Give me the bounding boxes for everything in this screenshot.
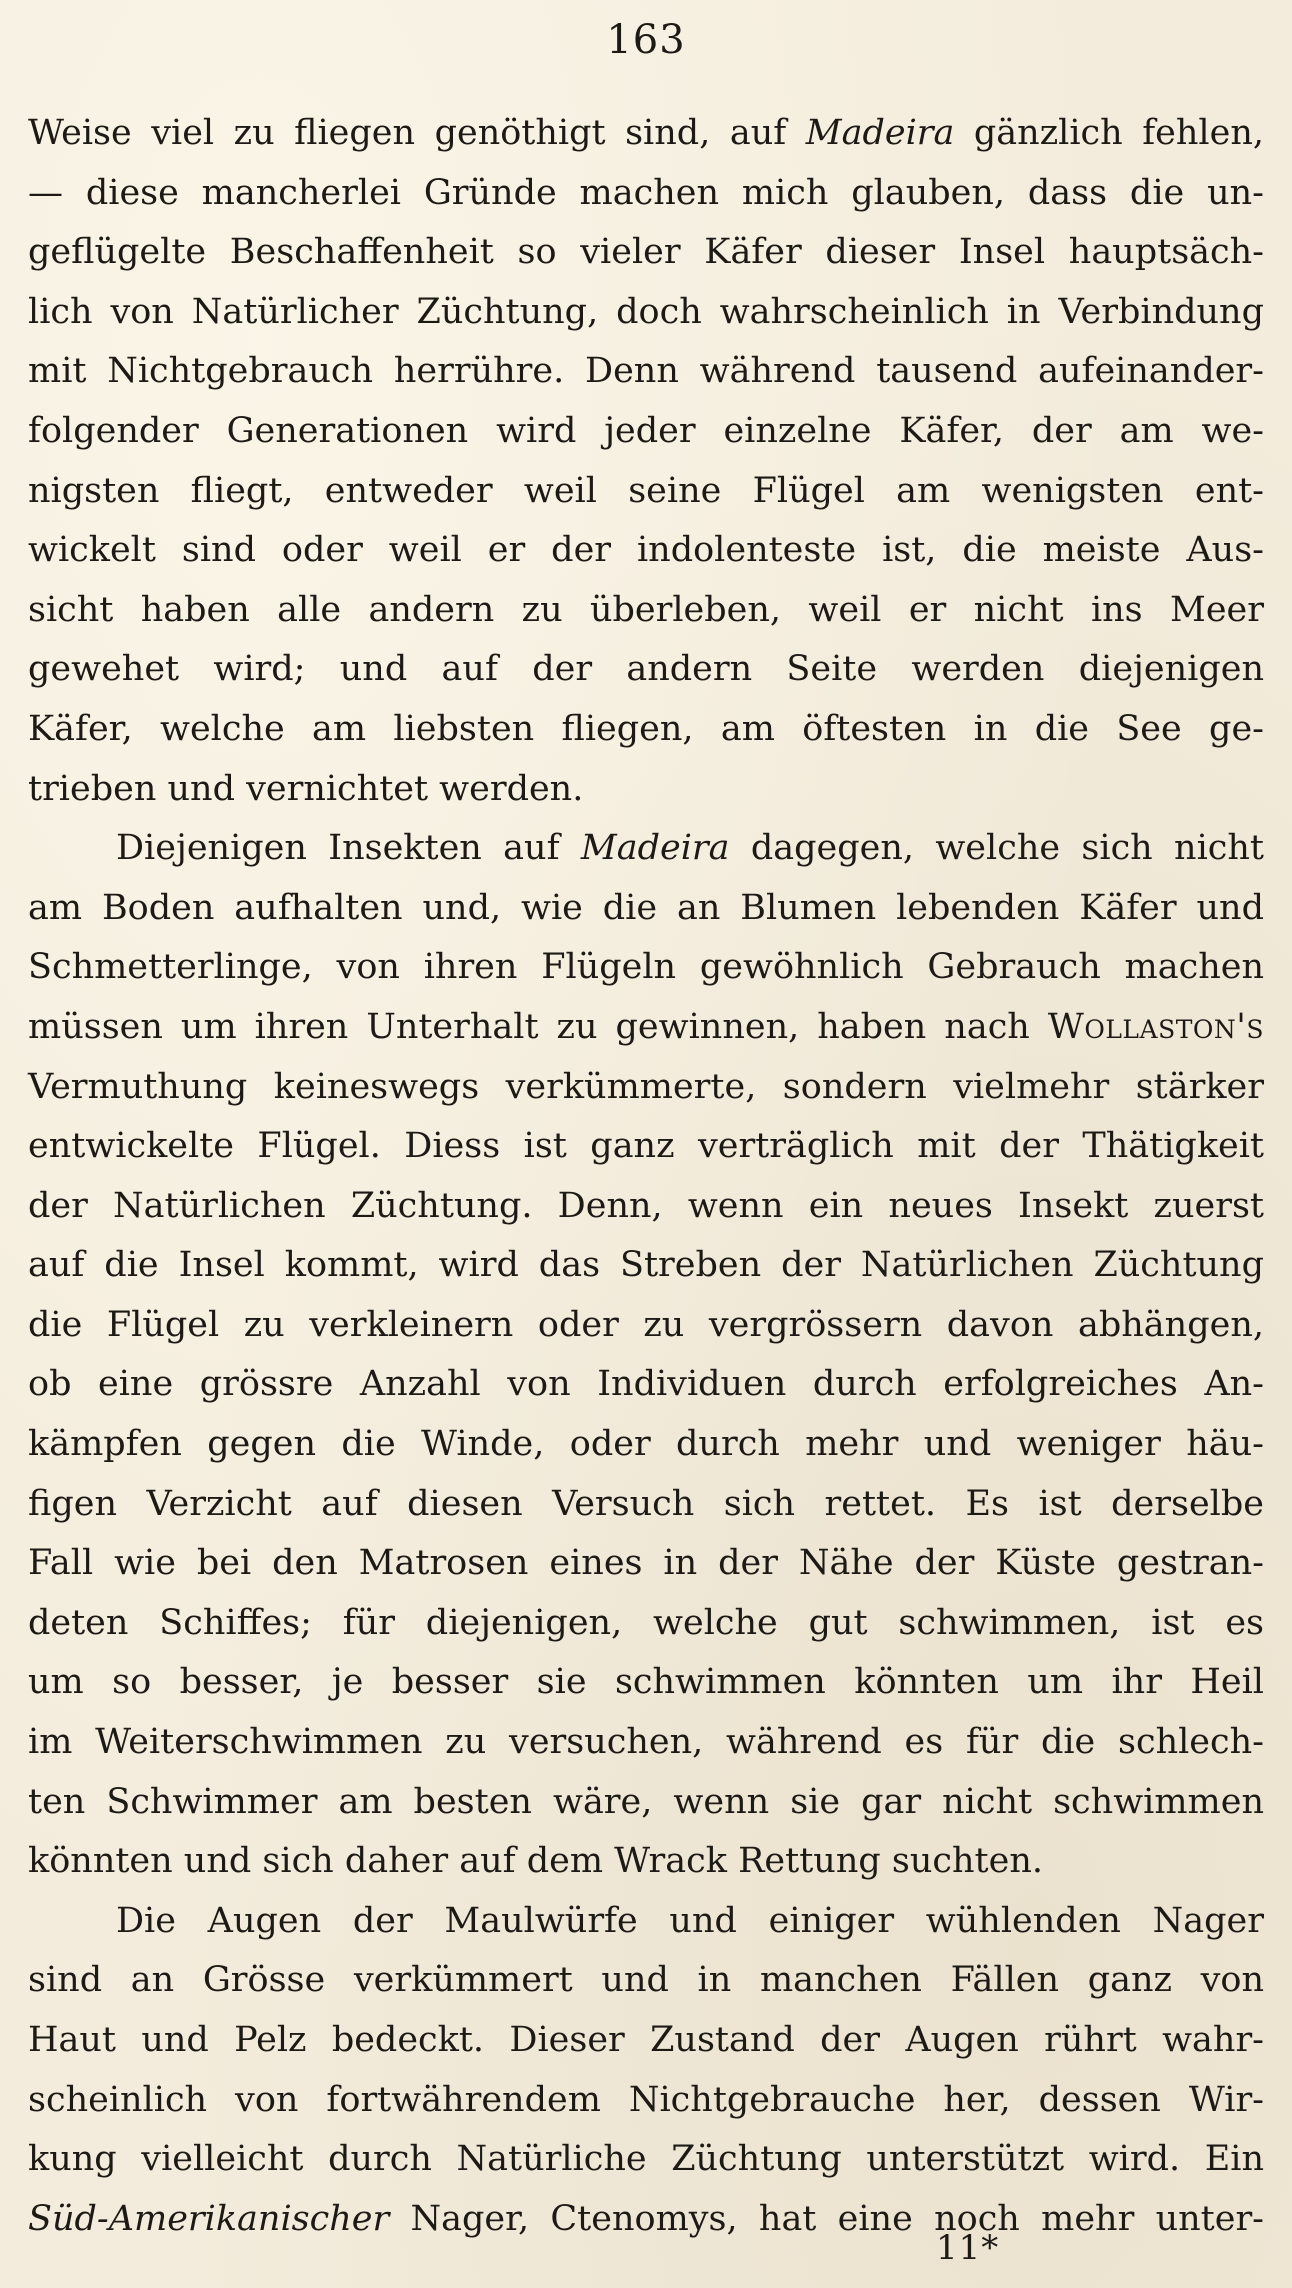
italic-text: Madeira — [805, 113, 955, 153]
text-segment: im Weiterschwimmen zu versuchen, während es für die schlech- — [28, 1722, 1264, 1763]
text-segment: ten Schwimmer am besten wäre, wenn sie gar nicht schwimmen — [28, 1781, 1264, 1822]
text-segment: auf die Insel kommt, wird das Streben der Natürlichen Züchtung — [28, 1245, 1264, 1286]
text-segment: Schmetterlinge, von ihren Flügeln gewöhnlich Gebrauch machen — [28, 947, 1264, 988]
text-line — [28, 164, 1264, 224]
text-segment: Fall wie bei den Matrosen eines in der Nähe der Küste gestran- — [28, 1543, 1264, 1584]
text-line — [28, 1236, 1264, 1296]
text-segment: um so besser, je besser sie schwimmen könnten um ihr Heil — [28, 1662, 1264, 1703]
page-number: 163 — [606, 17, 686, 63]
body-text — [28, 104, 1264, 2249]
text-line — [28, 1117, 1264, 1177]
text-line — [28, 1653, 1264, 1713]
text-line — [28, 283, 1264, 343]
text-line — [28, 2011, 1264, 2071]
text-line — [28, 1594, 1264, 1654]
text-segment: wickelt sind oder weil er der indolenteste ist, die meiste Aus- — [28, 530, 1264, 571]
text-segment: sicht haben alle andern zu überleben, weil er nicht ins Meer — [28, 589, 1264, 630]
text-line — [28, 1773, 1264, 1833]
text-line — [28, 1832, 1264, 1892]
text-segment: geflügelte Beschaffenheit so vieler Käfer dieser Insel hauptsäch- — [28, 232, 1264, 273]
text-segment: trieben und vernichtet werden. — [28, 768, 584, 809]
text-segment: Vermuthung keineswegs verkümmerte, sondern vielmehr stärker — [28, 1066, 1264, 1107]
text-segment: ob eine grössre Anzahl von Individuen durch erfolgreiches An- — [28, 1364, 1264, 1405]
text-segment: Die Augen der Maulwürfe und einiger wühlenden Nager — [116, 1900, 1264, 1941]
text-line — [28, 938, 1264, 998]
text-segment: Käfer, welche am liebsten fliegen, am öftesten in die See ge- — [28, 708, 1264, 749]
text-line — [28, 2190, 1264, 2250]
text-line — [28, 998, 1264, 1058]
text-segment: — diese mancherlei Gründe machen mich glauben, dass die un- — [28, 172, 1264, 213]
italic-text: Süd-Amerikanischer — [28, 2198, 390, 2239]
text-segment: mit Nichtgebrauch herrühre. Denn während tausend aufeinander- — [28, 351, 1264, 392]
text-line — [28, 581, 1264, 641]
text-segment: folgender Generationen wird jeder einzelne Käfer, der am we- — [28, 410, 1264, 451]
text-line — [28, 819, 1264, 879]
text-line — [28, 1415, 1264, 1475]
text-line — [28, 2130, 1264, 2190]
text-line — [28, 879, 1264, 939]
text-segment: entwickelte Flügel. Diess ist ganz verträglich mit der Thätigkeit — [28, 1126, 1264, 1167]
text-line — [28, 760, 1264, 820]
text-segment: müssen um ihren Unterhalt zu gewinnen, haben nach — [28, 1006, 1048, 1047]
text-line — [28, 1177, 1264, 1237]
text-segment: gewehet wird; und auf der andern Seite werden diejenigen — [28, 649, 1264, 690]
text-line — [28, 402, 1264, 462]
text-segment: Weise viel zu fliegen genöthigt sind, auf — [28, 113, 806, 153]
text-segment: nigsten fliegt, entweder weil seine Flügel am wenigsten ent- — [28, 470, 1264, 511]
text-segment: figen Verzicht auf diesen Versuch sich rettet. Es ist derselbe — [28, 1483, 1264, 1524]
text-segment: gänzlich fehlen, — [954, 113, 1264, 153]
italic-text: Madeira — [580, 828, 730, 869]
text-line — [28, 1534, 1264, 1594]
text-segment: lich von Natürlicher Züchtung, doch wahrscheinlich in Verbindung — [28, 291, 1264, 332]
text-line — [28, 1892, 1264, 1952]
text-segment: deten Schiffes; für diejenigen, welche gut schwimmen, ist es — [28, 1602, 1264, 1643]
text-segment: am Boden aufhalten und, wie die an Blumen lebenden Käfer und — [28, 887, 1264, 928]
text-segment: Nager, Ctenomys, hat eine noch mehr unter- — [389, 2198, 1264, 2239]
text-line — [28, 1713, 1264, 1773]
text-segment: kung vielleicht durch Natürliche Züchtung unterstützt wird. Ein — [28, 2139, 1264, 2180]
text-segment: könnten und sich daher auf dem Wrack Rettung suchten. — [28, 1841, 1043, 1882]
text-line — [28, 700, 1264, 760]
text-segment: Diejenigen Insekten auf — [116, 828, 581, 869]
signature-mark: 11* — [936, 2228, 1000, 2268]
text-line — [28, 223, 1264, 283]
text-line — [28, 104, 1264, 164]
text-line — [28, 521, 1264, 581]
text-segment: Haut und Pelz bedeckt. Dieser Zustand der Augen rührt wahr- — [28, 2020, 1264, 2060]
text-segment: dagegen, welche sich nicht — [729, 828, 1264, 869]
text-line — [28, 1355, 1264, 1415]
text-line — [28, 342, 1264, 402]
smallcaps-name: Wollaston's — [1047, 1006, 1264, 1047]
text-line — [28, 640, 1264, 700]
text-line — [28, 2071, 1264, 2131]
text-line — [28, 1296, 1264, 1356]
text-line — [28, 1475, 1264, 1535]
text-line — [28, 1058, 1264, 1118]
text-segment: scheinlich von fortwährendem Nichtgebrauche her, dessen Wir- — [28, 2079, 1264, 2120]
text-line — [28, 1951, 1264, 2011]
text-segment: die Flügel zu verkleinern oder zu vergrössern davon abhängen, — [28, 1304, 1264, 1345]
text-line — [28, 462, 1264, 522]
text-segment: der Natürlichen Züchtung. Denn, wenn ein neues Insekt zuerst — [28, 1185, 1264, 1226]
text-segment: sind an Grösse verkümmert und in manchen Fällen ganz von — [28, 1960, 1264, 2001]
text-segment: kämpfen gegen die Winde, oder durch mehr und weniger häu- — [28, 1424, 1264, 1465]
